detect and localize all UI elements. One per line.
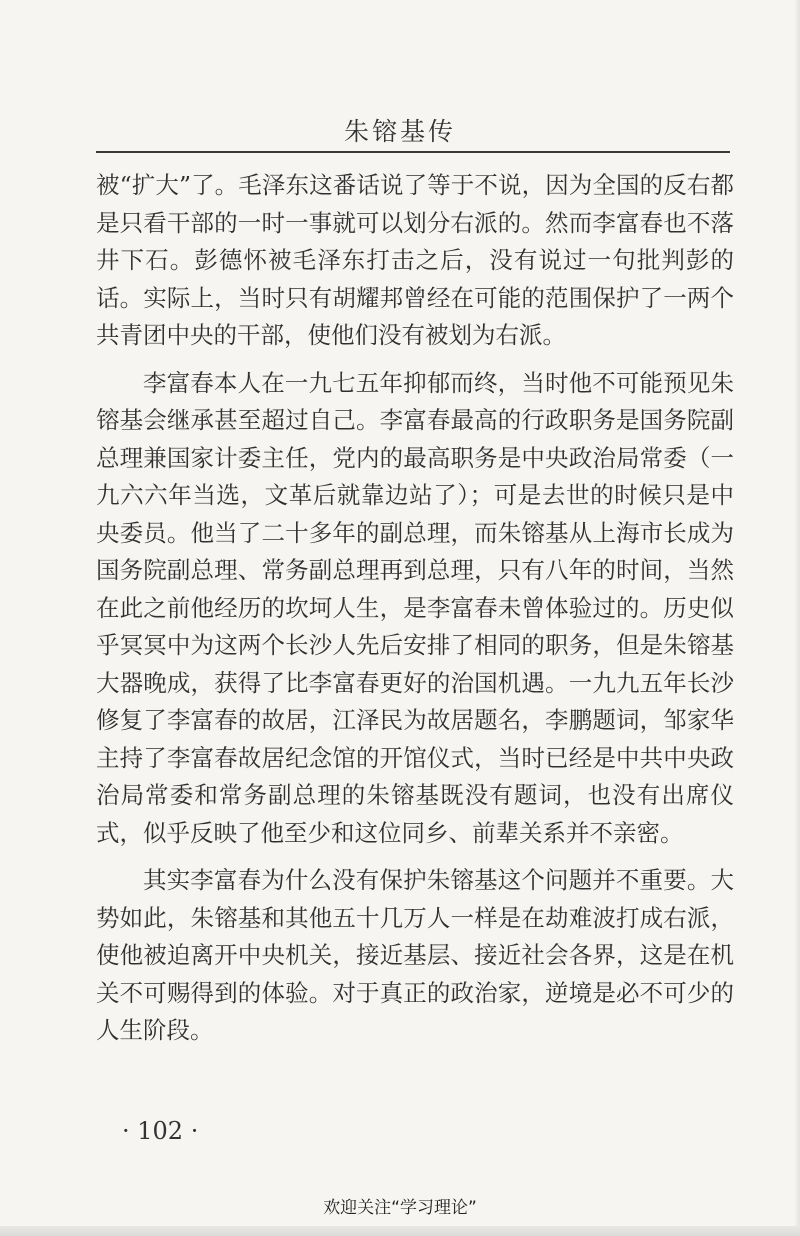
body-text bbox=[96, 167, 734, 1060]
scan-bottom-strip bbox=[0, 1226, 800, 1236]
paragraph-1: 被“扩大”了。毛泽东这番话说了等于不说，因为全国的反右都是只看干部的一时一事就可以划分右派的。然而李富春也不落井下石。彭德怀被毛泽东打击之后，没有说过一句批判彭的话。实际上，当时只有胡耀邦曾经在可能的范围保护了一两个共青团中央的干部，使他们没有被划为右派。 bbox=[96, 171, 734, 349]
watermark-text: 欢迎关注“学习理论” bbox=[323, 1198, 477, 1218]
paragraph-3: 其实李富春为什么没有保护朱镕基这个问题并不重要。大势如此，朱镕基和其他五十几万人一样是在劫难波打成右派，使他被迫离开中央机关，接近基层、接近社会各界，这是在机关不可赐得到的体验。对于真正的政治家，逆境是必不可少的人生阶段。 bbox=[96, 866, 734, 1044]
header-rule bbox=[96, 151, 730, 153]
page-number: · 102 · bbox=[122, 1117, 199, 1145]
page-edge-shadow bbox=[794, 0, 800, 1236]
paragraph-2: 李富春本人在一九七五年抑郁而终，当时他不可能预见朱镕基会继承甚至超过自己。李富春最高的行政职务是国务院副总理兼国家计委主任，党内的最高职务是中央政治局常委（一九六六年当选，文革后就靠边站了）；可是去世的时候只是中央委员。他当了二十多年的副总理，而朱镕基从上海市长成为国务院副总理、常务副总理再到总理，只有八年的时间，当然在此之前他经历的坎坷人生，是李富春未曾体验过的。历史似乎冥冥中为这两个长沙人先后安排了相同的职务，但是朱镕基大器晚成，获得了比李富春更好的治国机遇。一九九五年长沙修复了李富春的故居，江泽民为故居题名，李鹏题词，邹家华主持了李富春故居纪念馆的开馆仪式，当时已经是中共中央政治局常委和常务副总理的朱镕基既没有题词，也没有出席仪式，似乎反映了他至少和这位同乡、前辈关系并不亲密。 bbox=[96, 368, 734, 847]
running-head-title: 朱镕基传 bbox=[343, 117, 456, 146]
